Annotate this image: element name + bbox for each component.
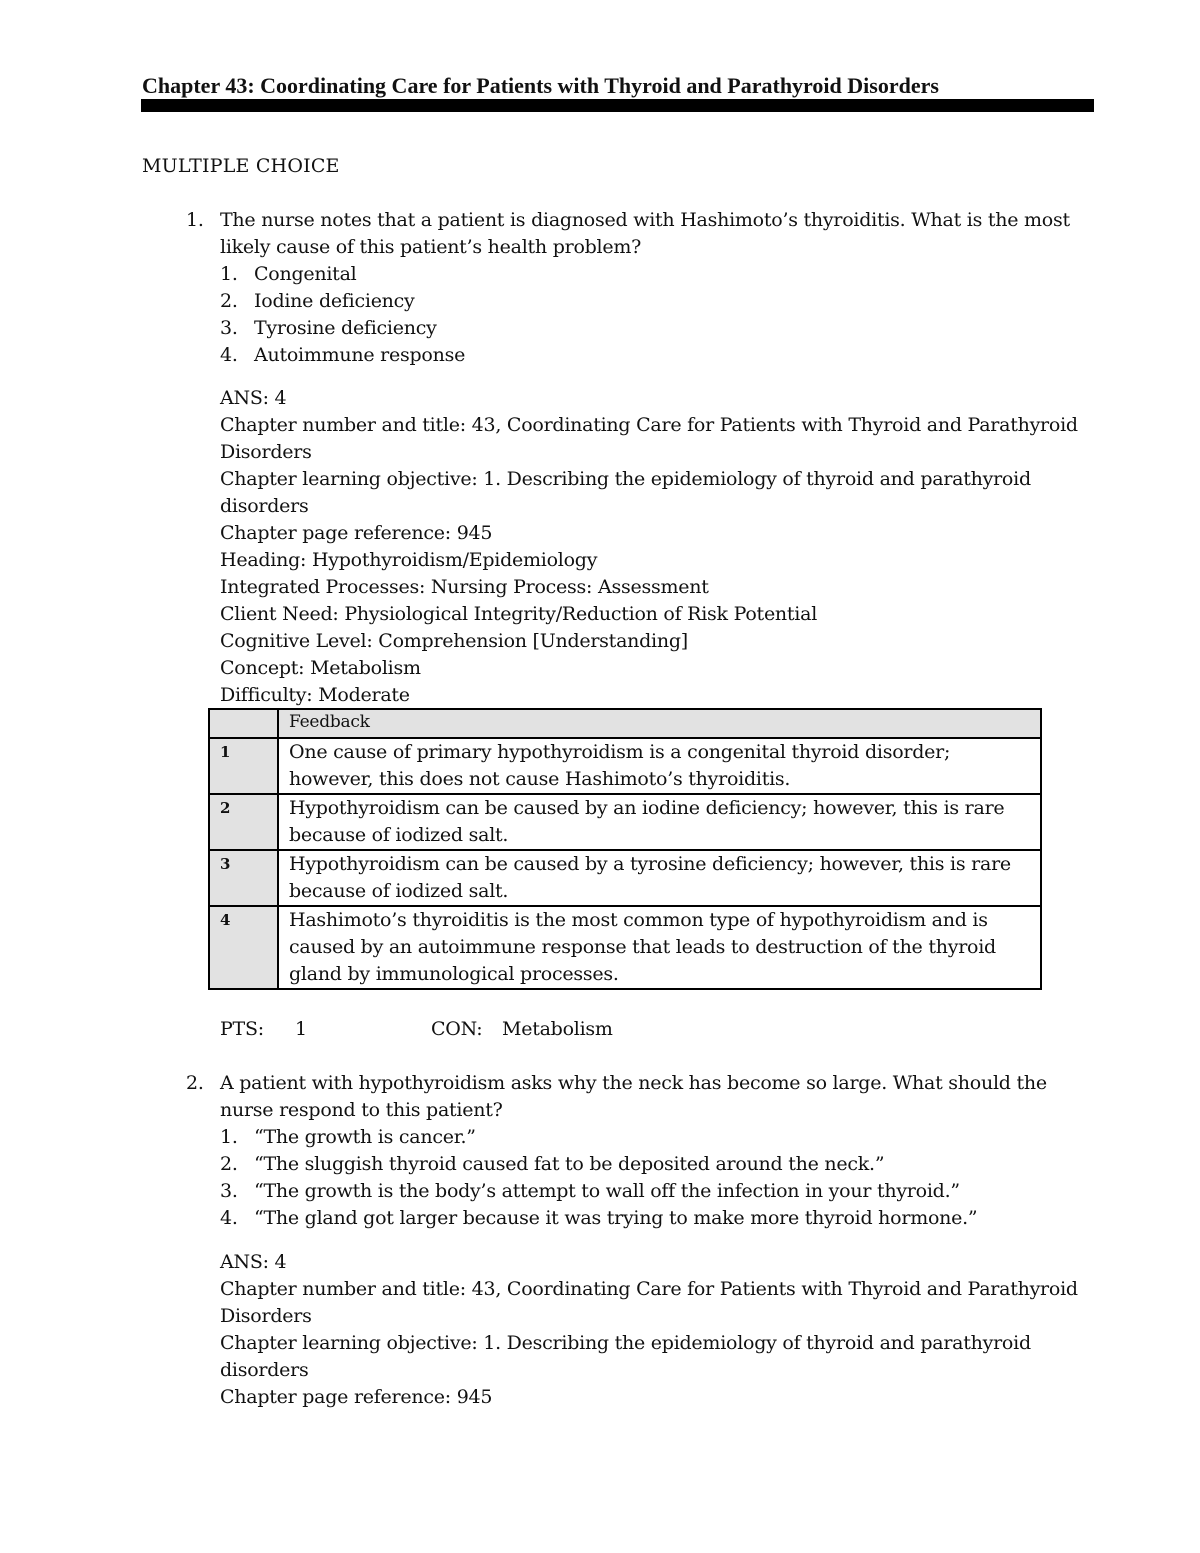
option-number: 4.	[220, 1207, 238, 1229]
question-stem: The nurse notes that a patient is diagnosed with Hashimoto’s thyroiditis. What is the most likely cause of this patient’s health problem?	[220, 209, 1070, 258]
question-1	[186, 207, 1086, 369]
answer-option	[220, 1205, 1086, 1232]
feedback-header-blank	[209, 709, 278, 738]
answer-options	[220, 261, 1086, 369]
title-rule	[141, 99, 1094, 112]
answer-option	[220, 1151, 1086, 1178]
concept: Concept: Metabolism	[220, 657, 421, 679]
heading-reference: Heading: Hypothyroidism/Epidemiology	[220, 549, 598, 571]
feedback-text: Hypothyroidism can be caused by a tyrosine deficiency; however, this is rare because of iodized salt.	[278, 850, 1041, 906]
feedback-option-number: 2	[209, 794, 278, 850]
difficulty: Difficulty: Moderate	[220, 684, 410, 706]
feedback-text: Hashimoto’s thyroiditis is the most common type of hypothyroidism and is caused by an autoimmune response that leads to destruction of the thyroid gland by immunological processes.	[278, 906, 1041, 989]
feedback-table	[208, 708, 1042, 990]
answer-key: ANS: 4	[220, 387, 287, 409]
question-number: 1.	[186, 209, 204, 231]
page-reference: Chapter page reference: 945	[220, 522, 493, 544]
answer-option	[220, 1124, 1086, 1151]
question-1-metadata	[220, 385, 1100, 709]
chapter-title: Chapter 43: Coordinating Care for Patients with Thyroid and Parathyroid Disorders	[142, 73, 939, 98]
cognitive-level: Cognitive Level: Comprehension [Understanding]	[220, 630, 688, 652]
learning-objective: Chapter learning objective: 1. Describing the epidemiology of thyroid and parathyroid disorders	[220, 468, 1031, 517]
option-number: 3.	[220, 317, 238, 339]
feedback-row	[209, 738, 1041, 794]
answer-option	[220, 1178, 1086, 1205]
option-text: Iodine deficiency	[254, 290, 415, 312]
feedback-header: Feedback	[278, 709, 1041, 738]
option-number: 2.	[220, 290, 238, 312]
feedback-row	[209, 850, 1041, 906]
feedback-text: One cause of primary hypothyroidism is a congenital thyroid disorder; however, this does not cause Hashimoto’s thyroiditis.	[278, 738, 1041, 794]
feedback-text: Hypothyroidism can be caused by an iodine deficiency; however, this is rare because of iodized salt.	[278, 794, 1041, 850]
option-text: Tyrosine deficiency	[254, 317, 437, 339]
integrated-processes: Integrated Processes: Nursing Process: Assessment	[220, 576, 709, 598]
answer-option	[220, 315, 1086, 342]
answer-option	[220, 261, 1086, 288]
points-label: PTS:	[220, 1018, 264, 1040]
answer-option	[220, 288, 1086, 315]
feedback-header-row	[209, 709, 1041, 738]
question-2-metadata	[220, 1249, 1100, 1411]
option-number: 4.	[220, 344, 238, 366]
question-number: 2.	[186, 1072, 204, 1094]
question-2	[186, 1070, 1086, 1232]
question-stem: A patient with hypothyroidism asks why the neck has become so large. What should the nurse respond to this patient?	[220, 1072, 1047, 1121]
concept-label: CON:	[431, 1018, 483, 1040]
client-need: Client Need: Physiological Integrity/Reduction of Risk Potential	[220, 603, 818, 625]
chapter-number-title: Chapter number and title: 43, Coordinating Care for Patients with Thyroid and Parathyroid Disorders	[220, 1278, 1078, 1327]
points-value: 1	[295, 1018, 307, 1040]
feedback-row	[209, 906, 1041, 989]
option-text: “The sluggish thyroid caused fat to be deposited around the neck.”	[254, 1153, 885, 1175]
option-number: 2.	[220, 1153, 238, 1175]
option-number: 3.	[220, 1180, 238, 1202]
page-reference: Chapter page reference: 945	[220, 1386, 493, 1408]
option-text: Congenital	[254, 263, 357, 285]
option-text: “The growth is cancer.”	[254, 1126, 476, 1148]
option-text: “The growth is the body’s attempt to wall off the infection in your thyroid.”	[254, 1180, 960, 1202]
answer-options	[220, 1124, 1086, 1232]
answer-option	[220, 342, 1086, 369]
feedback-row	[209, 794, 1041, 850]
option-text: “The gland got larger because it was trying to make more thyroid hormone.”	[254, 1207, 978, 1229]
option-number: 1.	[220, 1126, 238, 1148]
feedback-option-number: 3	[209, 850, 278, 906]
learning-objective: Chapter learning objective: 1. Describing the epidemiology of thyroid and parathyroid disorders	[220, 1332, 1031, 1381]
section-heading: MULTIPLE CHOICE	[142, 155, 340, 177]
feedback-option-number: 4	[209, 906, 278, 989]
chapter-number-title: Chapter number and title: 43, Coordinating Care for Patients with Thyroid and Parathyroid Disorders	[220, 414, 1078, 463]
option-text: Autoimmune response	[254, 344, 466, 366]
answer-key: ANS: 4	[220, 1251, 287, 1273]
concept-value: Metabolism	[502, 1018, 613, 1040]
option-number: 1.	[220, 263, 238, 285]
feedback-option-number: 1	[209, 738, 278, 794]
